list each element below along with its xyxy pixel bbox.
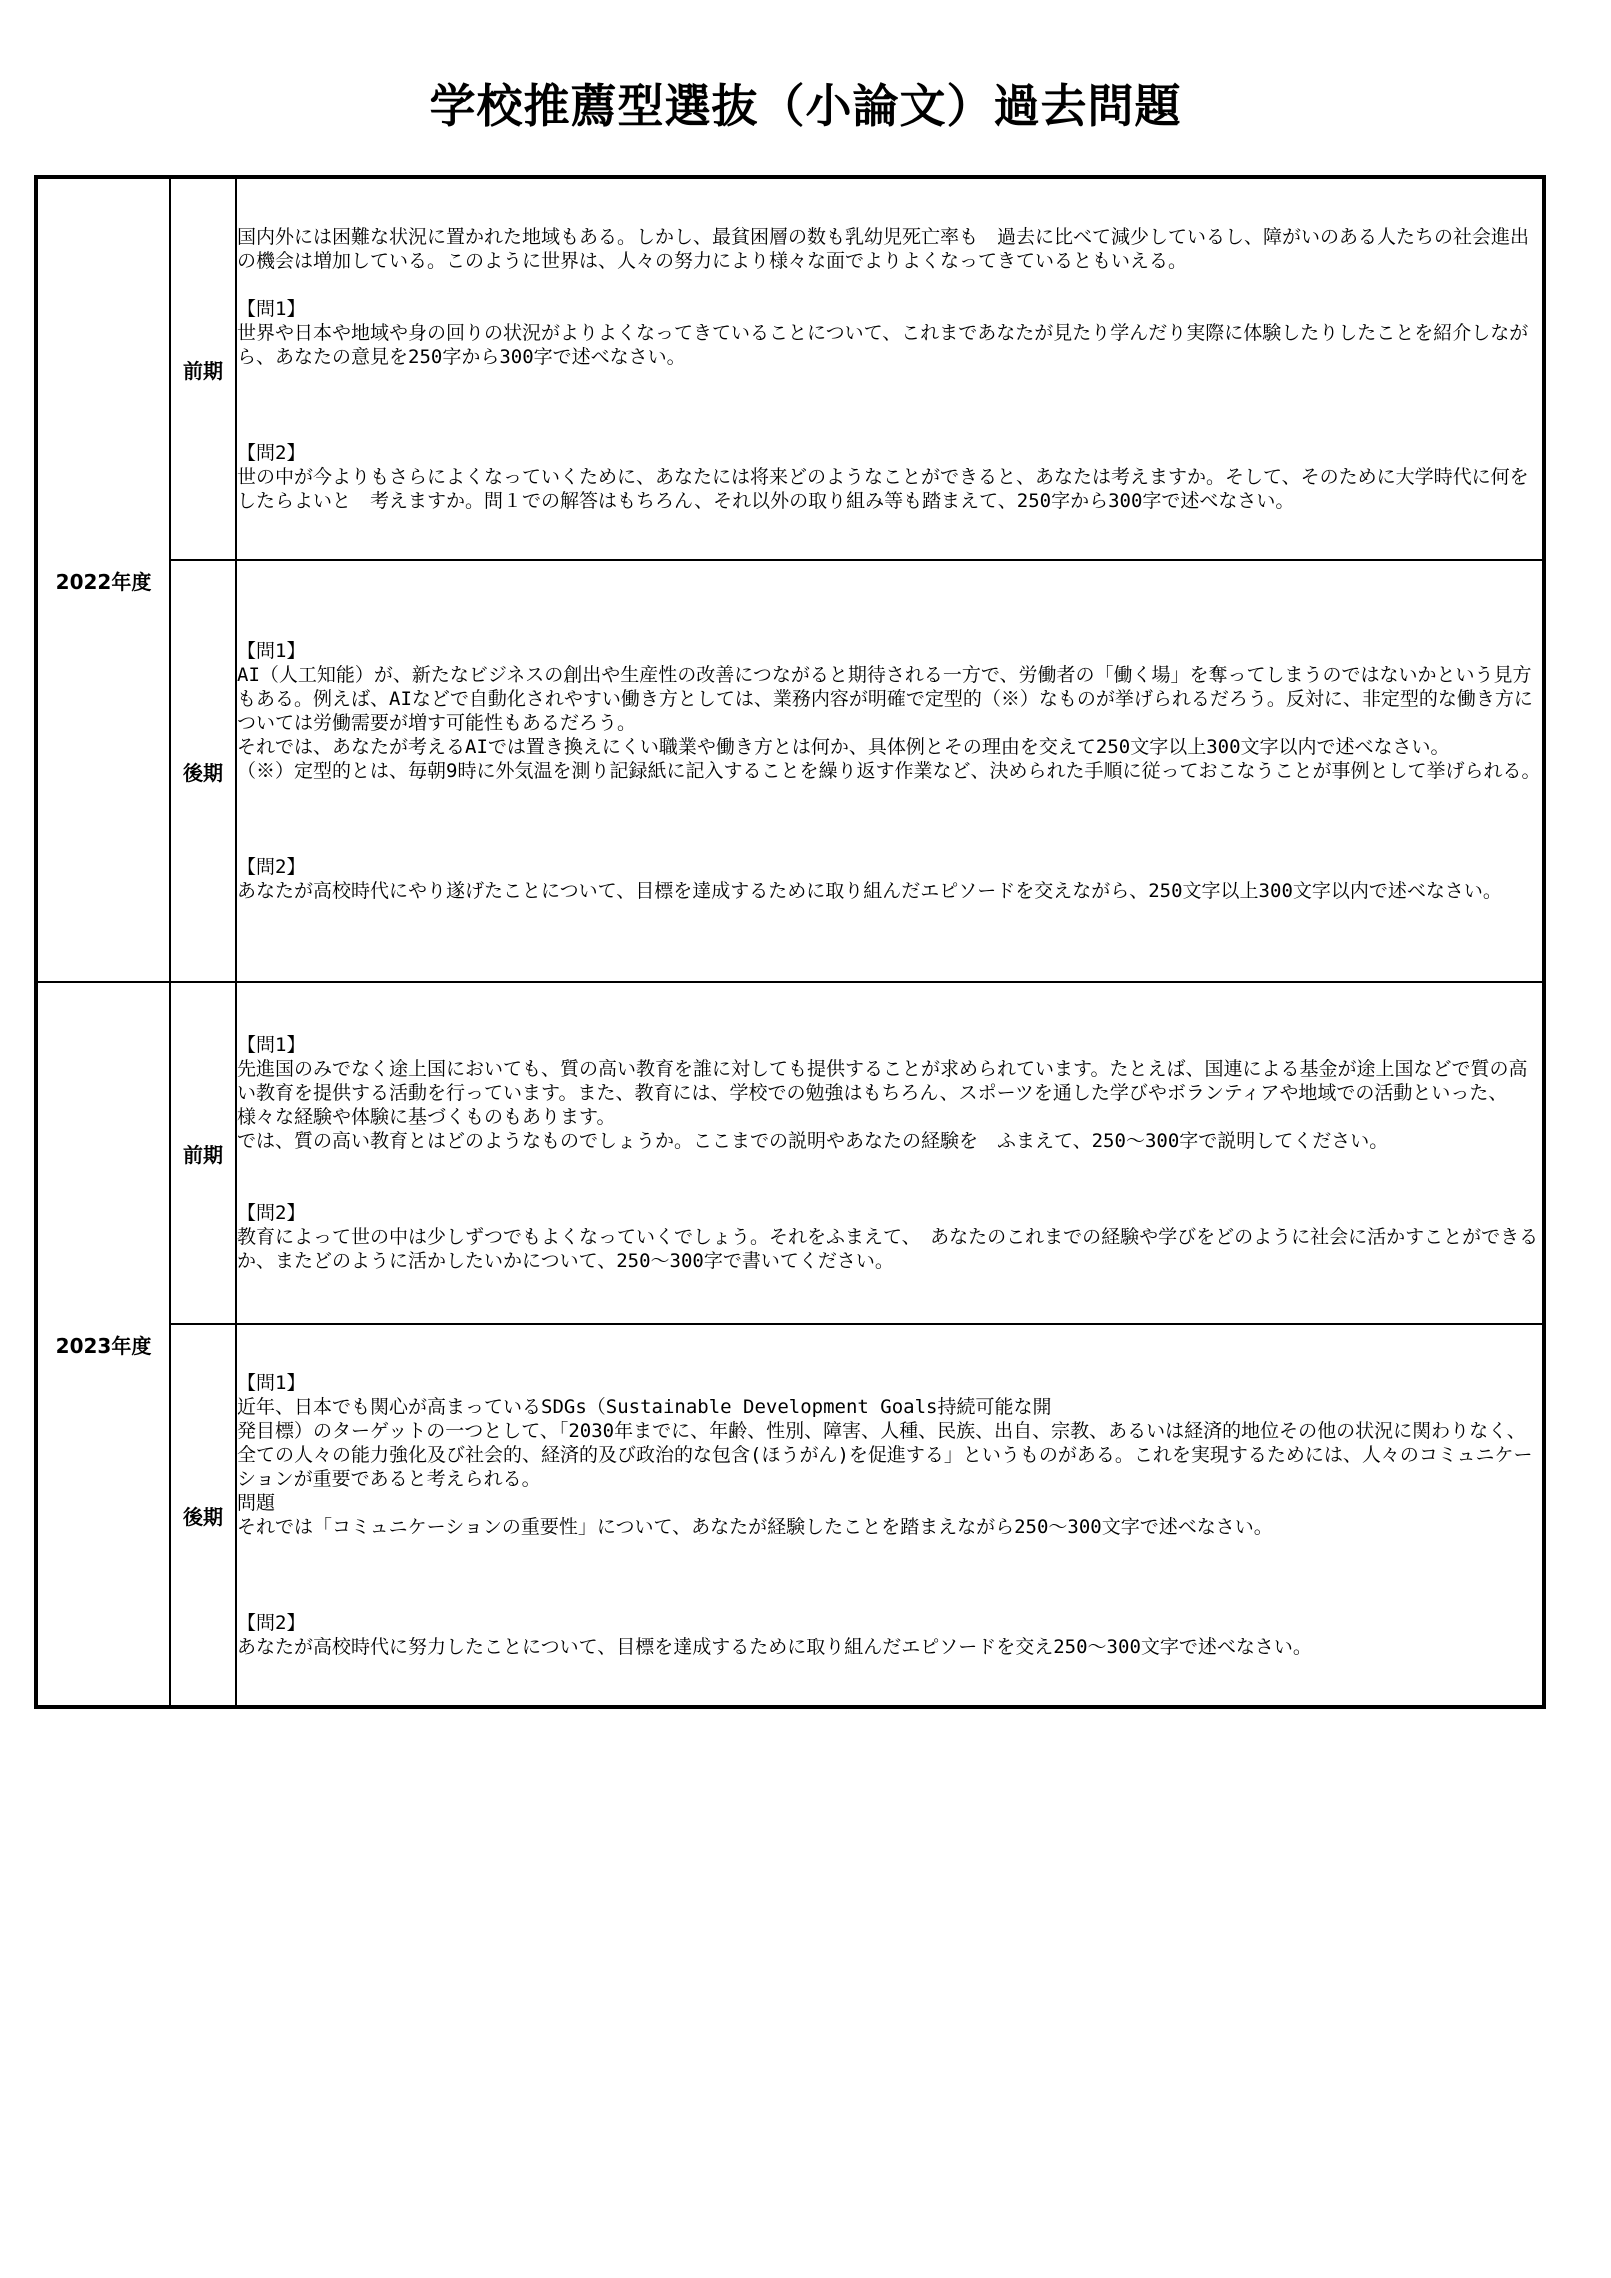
table-row [36, 982, 1544, 1324]
question-cell [236, 1324, 1544, 1707]
question-cell [236, 177, 1544, 560]
question-text: 世の中が今よりもさらによくなっていくために、あなたには将来どのようなことができると、あなたは考えますか。そして、そのために大学時代に何をしたらよいと 考えますか。問１での解答はもちろん、それ以外の取り組み等も踏まえて、250字から300字で述べなさい。 [237, 466, 1529, 512]
question-heading: 【問1】 [237, 1372, 306, 1394]
intro-text: 国内外には困難な状況に置かれた地域もある。しかし、最貧困層の数も乳幼児死亡率も 過去に比べて減少しているし、障がいのある人たちの社会進出の機会は増加している。このように世界は、人々の努力により様々な面でよりよくなってきているともいえる。 [237, 226, 1530, 272]
question-heading: 【問1】 [237, 640, 306, 662]
table-row [36, 177, 1544, 560]
question-text: あなたが高校時代にやり遂げたことについて、目標を達成するために取り組んだエピソードを交えながら、250文字以上300文字以内で述べなさい。 [237, 880, 1502, 902]
page-title: 学校推薦型選抜（小論文）過去問題 [429, 79, 1182, 133]
question-heading: 【問2】 [237, 1202, 306, 1224]
term-label: 前期 [170, 982, 236, 1324]
question-heading: 【問2】 [237, 856, 306, 878]
question-cell [236, 560, 1544, 982]
question-cell [236, 982, 1544, 1324]
term-label: 後期 [170, 560, 236, 982]
year-label: 2023年度 [36, 982, 170, 1707]
table-row [36, 1324, 1544, 1707]
term-label: 後期 [170, 1324, 236, 1707]
table-row [36, 560, 1544, 982]
question-heading: 【問1】 [237, 1034, 306, 1056]
term-label: 前期 [170, 177, 236, 560]
question-heading: 【問2】 [237, 442, 306, 464]
question-text: AI（人工知能）が、新たなビジネスの創出や生産性の改善につながると期待される一方で、労働者の「働く場」を奪ってしまうのではないかという見方もある。例えば、AIなどで自動化されやすい働き方としては、業務内容が明確で定型的（※）なものが挙げられるだろう。反対に、非定型的な働き方については労働需要が増す可能性もあるだろう。 それでは、あなたが考えるAIでは置き換えにくい職業や働き方とは何か、具体例とその理由を交えて250文字以上300文字以内で述べなさい。 （※）定型的とは、毎朝9時に外気温を測り記録紙に記入することを繰り返す作業など、決められた手順に従っておこなうことが事例として挙げられる。 [237, 664, 1541, 782]
question-text: 先進国のみでなく途上国においても、質の高い教育を誰に対しても提供することが求められています。たとえば、国連による基金が途上国などで質の高い教育を提供する活動を行っています。また、教育には、学校での勉強はもちろん、スポーツを通した学びやボランティアや地域での活動といった、様々な経験や体験に基づくものもあります。 では、質の高い教育とはどのようなものでしょうか。ここまでの説明やあなたの経験を ふまえて、250～300字で説明してください。 [237, 1058, 1528, 1152]
question-heading: 【問1】 [237, 298, 306, 320]
question-text: 教育によって世の中は少しずつでもよくなっていくでしょう。それをふまえて、 あなたのこれまでの経験や学びをどのように社会に活かすことができるか、またどのように活かしたいかについて、250～300字で書いてください。 [237, 1226, 1539, 1272]
question-heading: 【問2】 [237, 1612, 306, 1634]
year-label: 2022年度 [36, 177, 170, 982]
exam-table [34, 175, 1546, 1709]
question-text: 近年、日本でも関心が高まっているSDGs（Sustainable Development Goals持続可能な開 発目標）のターゲットの一つとして、「2030年までに、年齢、性別、障害、人種、民族、出自、宗教、あるいは経済的地位その他の状況に関わりなく、全ての人々の能力強化及び社会的、経済的及び政治的な包含(ほうがん)を促進する」というものがある。これを実現するためには、人々のコミュニケーションが重要であると考えられる。 問題 それでは「コミュニケーションの重要性」について、あなたが経験したことを踏まえながら250～300文字で述べなさい。 [237, 1396, 1533, 1538]
question-text: 世界や日本や地域や身の回りの状況がよりよくなってきていることについて、これまであなたが見たり学んだり実際に体験したりしたことを紹介しながら、あなたの意見を250字から300字で述べなさい。 [237, 322, 1529, 368]
question-text: あなたが高校時代に努力したことについて、目標を達成するために取り組んだエピソードを交え250～300文字で述べなさい。 [237, 1636, 1312, 1658]
